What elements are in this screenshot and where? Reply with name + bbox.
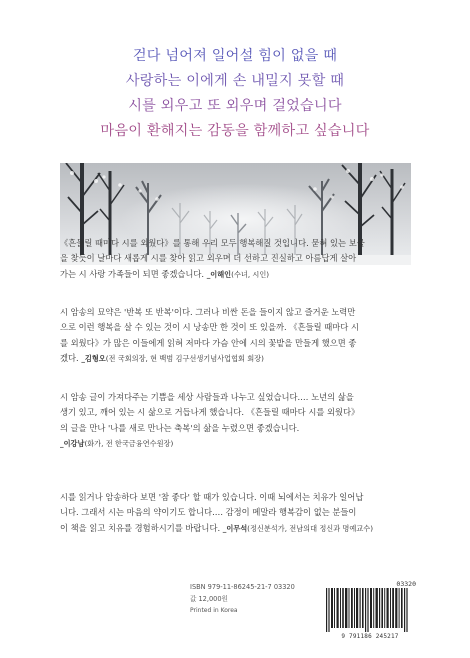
cover-headline — [0, 44, 470, 144]
quote-3 — [60, 390, 412, 452]
quote-1-signature — [207, 270, 269, 279]
quote-4-signature-role: (정신분석가, 전남의대 정신과 명예교수) — [247, 523, 374, 533]
quote-1-line-1: 《흔들릴 때마다 시를 외웠다》를 통해 우리 모두 행복해질 것입니다. 묻혀 있는 보물 — [60, 238, 365, 248]
quote-4 — [60, 490, 412, 536]
quote-4-line-2: 니다. 그래서 시는 마음의 약이기도 합니다.… 감정이 메말라 행복감이 없는 분들이 — [60, 507, 357, 518]
barcode-icon — [324, 580, 416, 640]
price-label: 값 12,000원 — [190, 595, 228, 603]
quote-1-signature-name: _이해인 — [206, 269, 232, 279]
barcode-digits: 9 791186 245217 — [341, 633, 399, 640]
quote-3-line-2: 생기 있고, 깨어 있는 시 삶으로 거듭나게 했습니다. 《흔들릴 때마다 시를 외웠다》 — [60, 407, 360, 418]
printed-in-label: Printed in Korea — [190, 607, 238, 614]
quote-2-signature — [81, 354, 264, 363]
quote-2-line-4: 겠다. — [60, 353, 79, 364]
barcode-addon-digits: 03320 — [396, 580, 416, 588]
quote-2-line-3: 를 외웠다》가 많은 이들에게 읽혀 저마다 가슴 안에 시의 꽃밭을 만들게 했으면 좋 — [60, 337, 357, 348]
quote-4-line-3: 이 책을 읽고 치유를 경험하시기를 바랍니다. — [60, 522, 221, 533]
quote-3-line-1: 시 암송 글이 가져다주는 기쁨을 세상 사람들과 나누고 싶었습니다.… 노년의 삶을 — [60, 392, 354, 402]
quote-2-signature-name: _김형오 — [81, 354, 106, 364]
quote-2-line-1: 시 암송의 묘약은 '반복 또 반복'이다. 그러나 비싼 돈을 들이지 않고 즐거운 노력만 — [60, 307, 356, 317]
quote-3-signature-name: _이강남 — [60, 439, 85, 449]
quote-4-signature-name: _이무석 — [222, 523, 248, 533]
isbn-barcode — [324, 580, 416, 640]
quote-3-signature-role: (화가, 전 한국금융연수원장) — [84, 439, 174, 449]
quote-2-line-2: 으로 이런 행복을 살 수 있는 것이 시 낭송만 한 것이 또 있을까. 《흔들릴 때마다 시 — [60, 322, 359, 333]
headline-line-2: 사랑하는 이에게 손 내밀지 못할 때 — [125, 73, 345, 89]
headline-line-4: 마음이 환해지는 감동을 함께하고 싶습니다 — [100, 123, 370, 139]
quote-3-line-3: 의 글을 만나 '나를 새로 만나는 축복'의 삶을 누렸으면 좋겠습니다. — [60, 422, 300, 433]
quote-1 — [60, 236, 412, 282]
quote-3-signature — [60, 436, 412, 451]
quote-1-line-3: 가는 시 사랑 가족들이 되면 좋겠습니다. — [60, 268, 205, 279]
isbn-block — [190, 581, 300, 616]
headline-line-3: 시를 외우고 또 외우며 걸었습니다 — [128, 98, 342, 114]
quote-2 — [60, 305, 412, 367]
headline-line-1: 걷다 넘어져 일어설 힘이 없을 때 — [132, 48, 338, 64]
quote-4-signature — [223, 524, 373, 533]
quote-1-line-2: 을 찾듯이 날마다 새롭게 시를 찾아 읽고 외우며 더 선하고 진실하고 아름답게 살아 — [60, 253, 357, 264]
quote-4-line-1: 시를 읽거나 암송하다 보면 '참 좋다' 할 때가 있습니다. 이때 뇌에서는 치유가 일어납 — [60, 492, 364, 502]
quote-2-signature-role: (전 국회의장, 현 백범 김구선생기념사업협회 회장) — [105, 354, 264, 364]
isbn-number: ISBN 979-11-86245-21-7 03320 — [190, 583, 295, 591]
quote-1-signature-role: (수녀, 시인) — [231, 269, 270, 279]
